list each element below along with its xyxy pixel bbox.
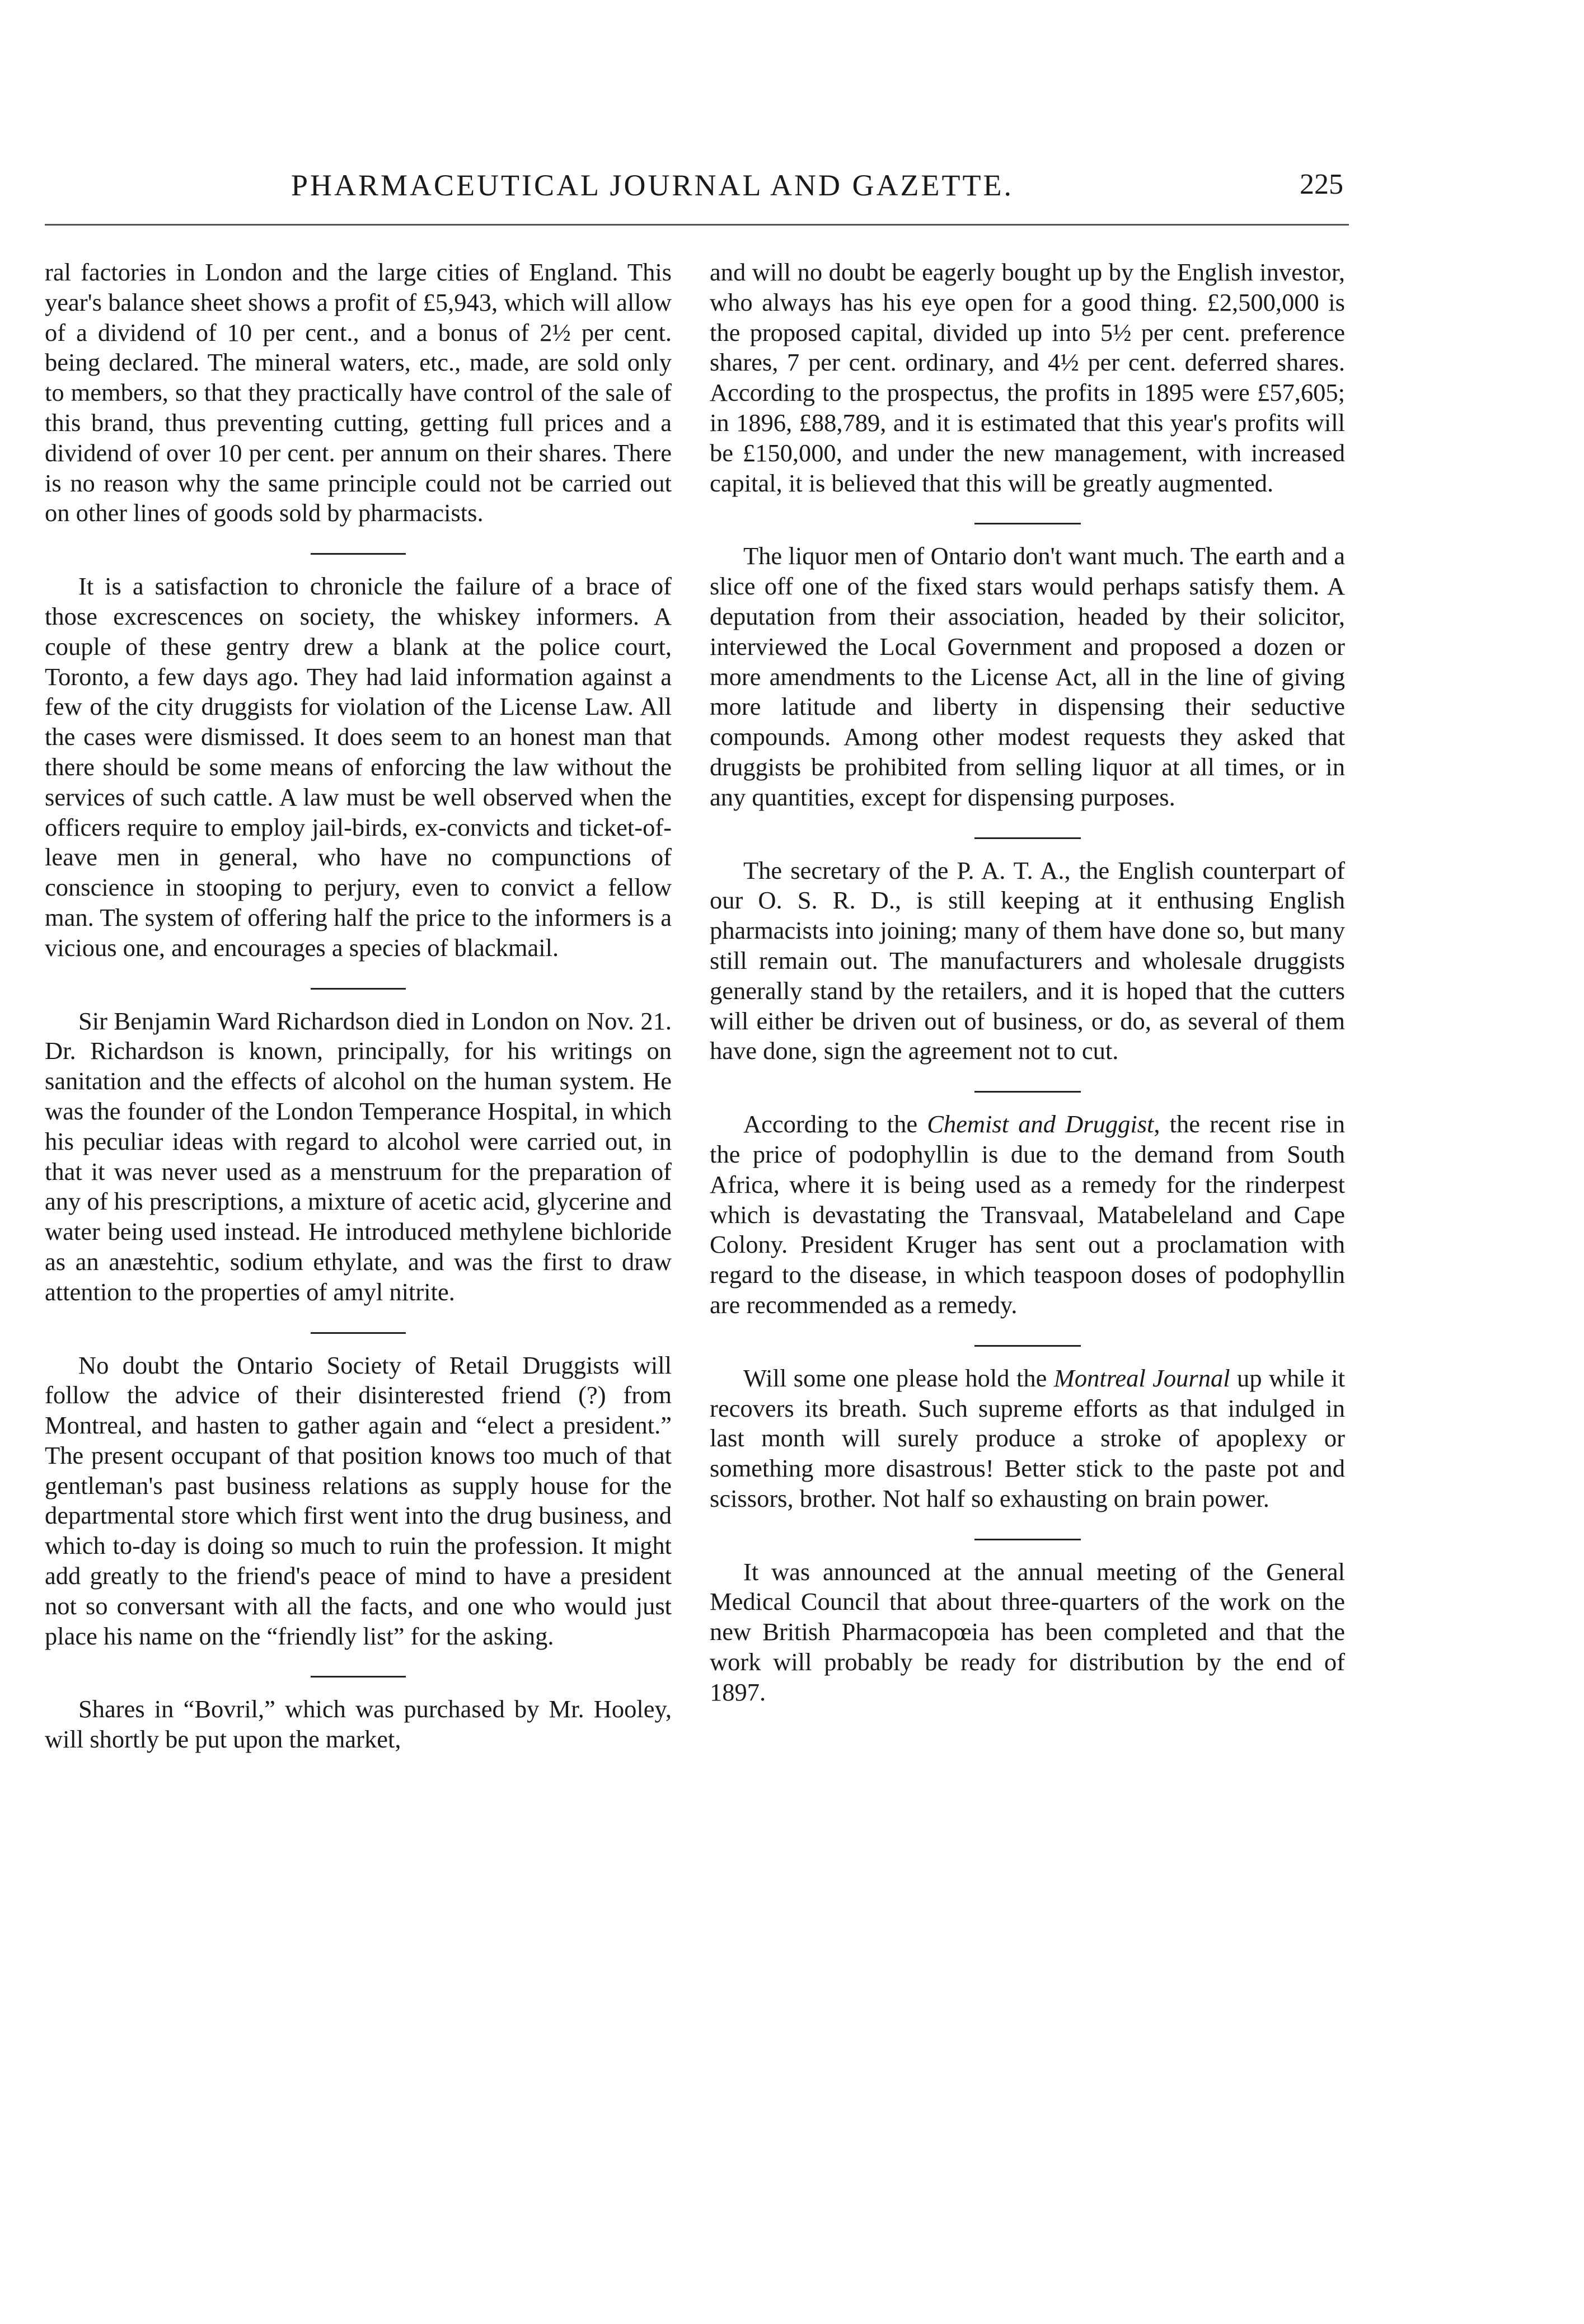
page-number: 225 — [1300, 168, 1343, 200]
page-header — [291, 168, 1343, 218]
paragraph-bovril-shares-start: Shares in “Bovril,” which was purchased by Mr. Hooley, will shortly be put upon the market, — [45, 1695, 672, 1754]
paragraph-pharmacopoeia: It was announced at the annual meeting of the General Medical Council that about three-quarters of the work on the new British Pharmacopœia has been completed and that the work will probably be ready for distribution by the end of 1897. — [710, 1557, 1345, 1706]
paragraph-montreal-journal — [710, 1364, 1345, 1514]
header-rule — [45, 224, 1349, 226]
montreal-journal-title: Montreal Journal — [1053, 1364, 1230, 1392]
paragraph-podophyllin — [710, 1109, 1345, 1320]
paragraph-richardson-obituary: Sir Benjamin Ward Richardson died in London on Nov. 21. Dr. Richardson is known, principally, for his writings on sanitation and the effects of alcohol on the human system. He was the founder of the London Temperance Hospital, in which his peculiar ideas with regard to alcohol were carried out, in that it was never used as a menstruum for the preparation of any of his prescriptions, a mixture of acetic acid, glycerine and water being used instead. He introduced methylene bichloride as an anæstehtic, sodium ethylate, and was the first to draw attention to the properties of amyl nitrite. — [45, 1006, 672, 1306]
section-divider — [311, 1332, 406, 1334]
paragraph-ontario-society: No doubt the Ontario Society of Retail Druggists will follow the advice of their disinterested friend (?) from Montreal, and hasten to gather again and “elect a president.” The present occupant of that position knows too much of that gentleman's past business relations as supply house for the departmental store which first went into the drug business, and which to-day is doing so much to ruin the profession. It might add greatly to the friend's peace of mind to have a president not so conversant with all the facts, and one who would just place his name on the “friendly list” for the asking. — [45, 1351, 672, 1650]
montreal-text-end: up while it recovers its breath. Such supreme efforts as that indulged in last month will surely produce a stroke of apoplexy or something more disastrous! Better stick to the paste pot and scissors, brother. Not half so exhausting on brain power. — [710, 1364, 1345, 1512]
section-divider — [974, 1091, 1081, 1093]
section-divider — [311, 988, 406, 990]
running-title: PHARMACEUTICAL JOURNAL AND GAZETTE. — [291, 168, 1014, 202]
right-column — [710, 257, 1345, 1708]
podophyllin-text-start: According to the — [743, 1110, 927, 1138]
section-divider — [974, 1345, 1081, 1347]
paragraph-whiskey-informers: It is a satisfaction to chronicle the failure of a brace of those excrescences on society, the whiskey informers. A couple of these gentry drew a blank at the police court, Toronto, a few days ago. They had laid information against a few of the city druggists for violation of the License Law. All the cases were dismissed. It does seem to an honest man that there should be some means of enforcing the law without the services of such cattle. A law must be well observed when the officers require to employ jail-birds, ex-convicts and ticket-of-leave men in general, who have no compunctions of conscience in stooping to perjury, even to convict a fellow man. The system of offering half the price to the informers is a vicious one, and encourages a species of blackmail. — [45, 572, 672, 962]
paragraph-cooperative-factories: ral factories in London and the large cities of England. This year's balance sheet shows a profit of £5,943, which will allow of a dividend of 10 per cent., and a bonus of 2½ per cent. being declared. The mineral waters, etc., made, are sold only to members, so that they practically have control of the sale of this brand, thus preventing cutting, getting full prices and a dividend of over 10 per cent. per annum on their shares. There is no reason why the same principle could not be carried out on other lines of goods sold by pharmacists. — [45, 258, 672, 527]
section-divider — [974, 1539, 1081, 1540]
section-divider — [311, 553, 406, 555]
section-divider — [311, 1676, 406, 1678]
montreal-text-start: Will some one please hold the — [743, 1364, 1054, 1392]
podophyllin-text-end: , the recent rise in the price of podophyllin is due to the demand from South Africa, where it is being used as a remedy for the rinderpest which is devastating the Transvaal, Matabeleland and Cape Colony. President Kruger has sent out a proclamation with regard to the disease, in which teaspoon doses of podophyllin are recommended as a remedy. — [710, 1110, 1345, 1319]
left-column — [45, 257, 672, 1755]
paragraph-pata-secretary: The secretary of the P. A. T. A., the English counterpart of our O. S. R. D., is still keeping at it enthusing English pharmacists into joining; many of them have done so, but many still remain out. The manufacturers and wholesale druggists generally stand by the retailers, and it is hoped that the cutters will either be driven out of business, or do, as several of them have done, sign the agreement not to cut. — [710, 856, 1345, 1065]
paragraph-liquor-men: The liquor men of Ontario don't want much. The earth and a slice off one of the fixed stars would perhaps satisfy them. A deputation from their association, headed by their solicitor, interviewed the Local Government and proposed a dozen or more amendments to the License Act, all in the line of giving more latitude and liberty in dispensing their seductive compounds. Among other modest requests they asked that druggists be prohibited from selling liquor at all times, or in any quantities, except for dispensing purposes. — [710, 542, 1345, 811]
section-divider — [974, 837, 1081, 839]
section-divider — [974, 523, 1081, 524]
chemist-and-druggist-title: Chemist and Druggist — [927, 1110, 1154, 1138]
paragraph-bovril-shares-continued: and will no doubt be eagerly bought up by the English investor, who always has his eye open for a good thing. £2,500,000 is the proposed capital, divided up into 5½ per cent. preference shares, 7 per cent. ordinary, and 4½ per cent. deferred shares. According to the prospectus, the profits in 1895 were £57,605; in 1896, £88,789, and it is estimated that this year's profits will be £150,000, and under the new management, with increased capital, it is believed that this will be greatly augmented. — [710, 258, 1345, 497]
